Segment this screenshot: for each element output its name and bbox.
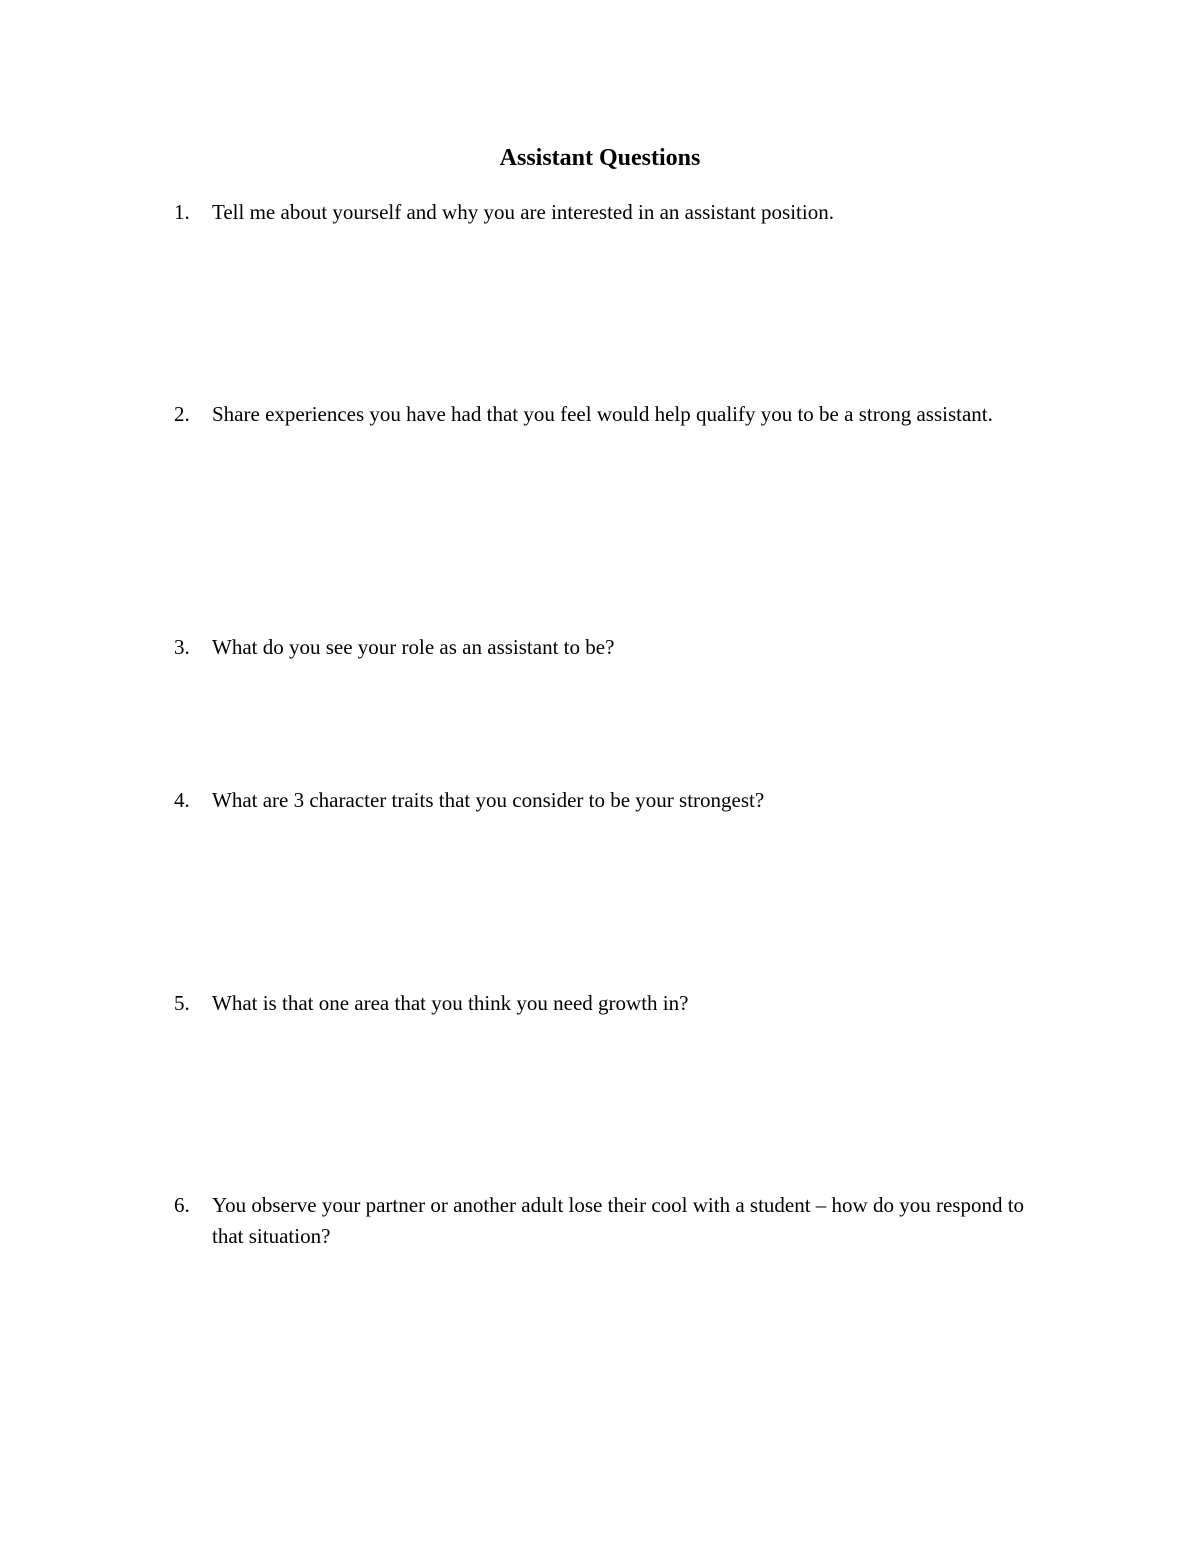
question-item-1 <box>174 197 1054 228</box>
question-number: 1. <box>174 200 190 224</box>
question-text: What is that one area that you think you need growth in? <box>212 991 689 1015</box>
question-number: 4. <box>174 788 190 812</box>
question-number: 3. <box>174 635 190 659</box>
question-item-2 <box>174 399 1054 430</box>
question-item-4 <box>174 785 1054 816</box>
question-number: 2. <box>174 402 190 426</box>
question-item-6 <box>174 1190 1054 1252</box>
question-item-5 <box>174 988 1054 1019</box>
question-number: 6. <box>174 1193 190 1217</box>
question-number: 5. <box>174 991 190 1015</box>
page-title: Assistant Questions <box>499 145 701 171</box>
question-text: What do you see your role as an assistant to be? <box>212 635 615 659</box>
question-text: You observe your partner or another adult lose their cool with a student – how do you respond to that situation? <box>212 1193 1025 1248</box>
question-text: Share experiences you have had that you feel would help qualify you to be a strong assistant. <box>212 402 993 426</box>
question-text: Tell me about yourself and why you are interested in an assistant position. <box>212 200 834 224</box>
question-item-3 <box>174 632 1054 663</box>
question-text: What are 3 character traits that you consider to be your strongest? <box>212 788 765 812</box>
